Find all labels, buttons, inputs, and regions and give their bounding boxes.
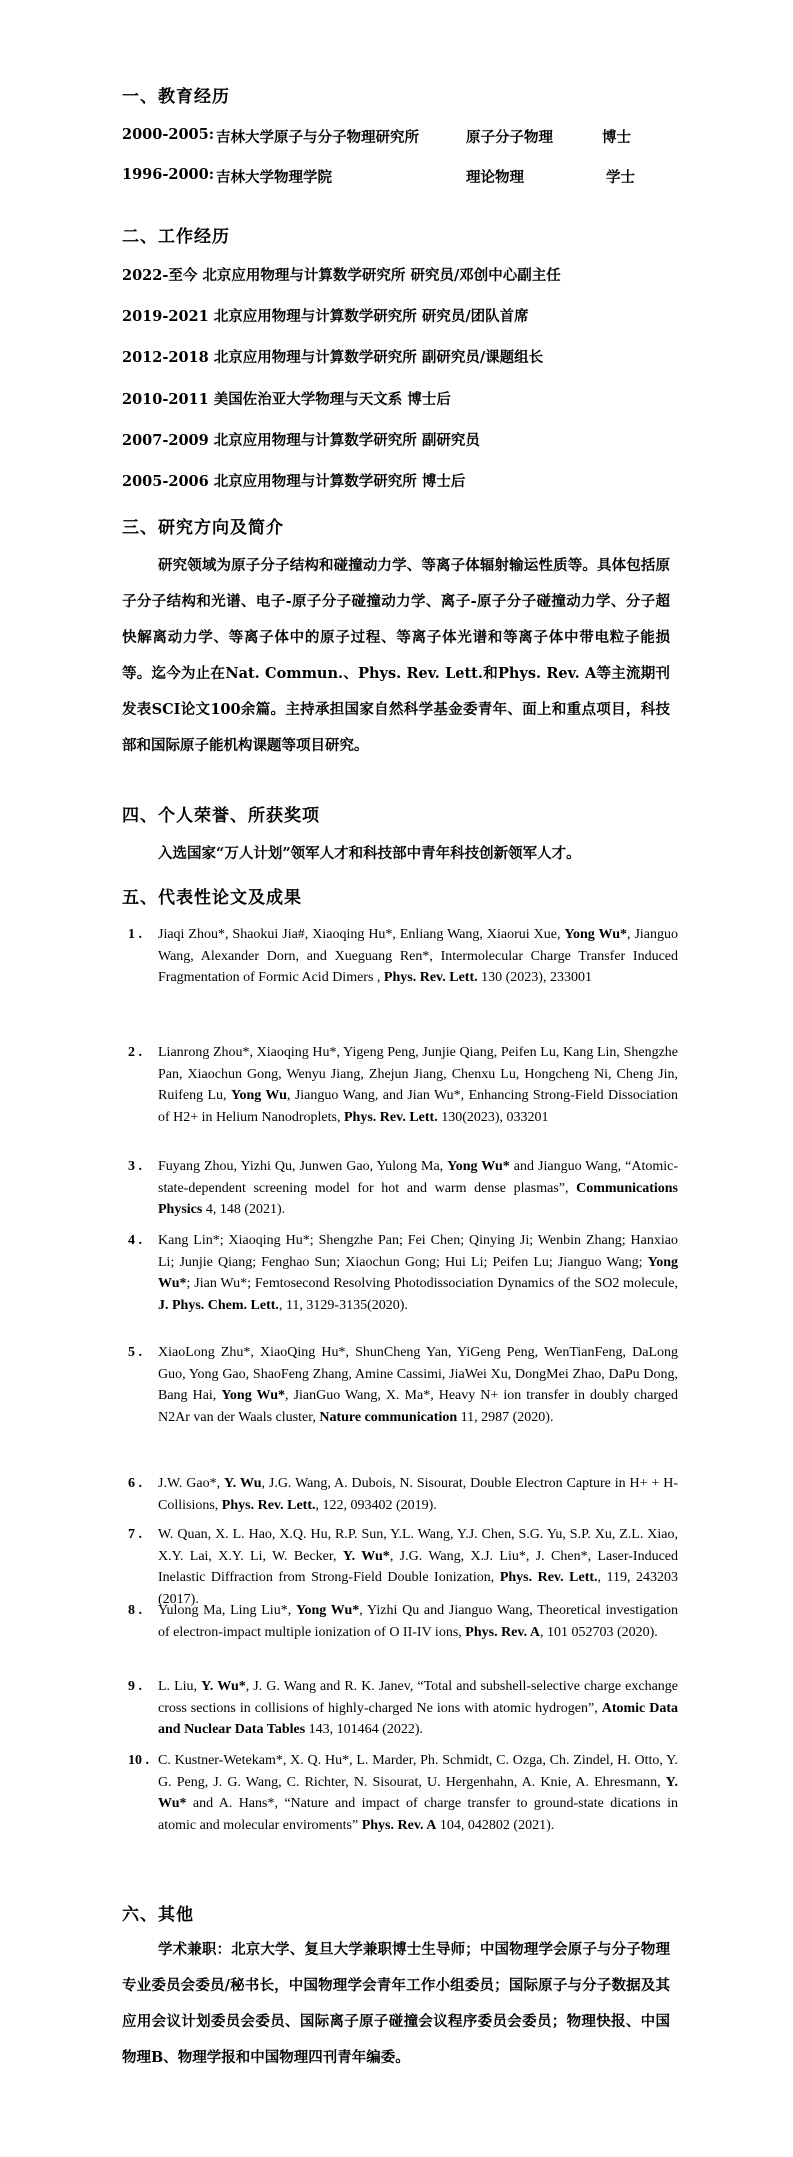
section-education-title: 一、教育经历 xyxy=(122,87,230,107)
section-papers-title: 五、代表性论文及成果 xyxy=(122,888,302,908)
paper-citation: W. Quan, X. L. Hao, X.Q. Hu, R.P. Sun, Y.L. Wang, Y.J. Chen, S.G. Yu, S.P. Xu, Z.L. Xiao, X.Y. Lai, X.Y. Li, W. Becker, Y. Wu*, J.G. Wang, X.J. Liu*, J. Chen*, Laser-Induced Inelastic Diffraction from Strong-Field Double Ionization, Phys. Rev. Lett., 119, 243203 (2017). xyxy=(158,1527,679,1607)
paper-item xyxy=(128,1676,678,1741)
paper-number: 6 . xyxy=(128,1476,142,1491)
work-item: 2022-至今 北京应用物理与计算数学研究所 研究员/邓创中心副主任 xyxy=(122,267,561,284)
paper-number: 2 . xyxy=(128,1045,142,1060)
paper-citation: C. Kustner-Wetekam*, X. Q. Hu*, L. Marder, Ph. Schmidt, C. Ozga, Ch. Zindel, H. Otto, Y. G. Peng, J. G. Wang, C. Richter, N. Sisourat, U. Hergenhahn, A. Knie, A. Ehresmann, Y. Wu* and A. Hans*, “Nature and impact of charge transfer to ground-state dications in atomic and molecular enviroments” Phys. Rev. A 104, 042802 (2021). xyxy=(158,1753,678,1833)
section-honors-title: 四、个人荣誉、所获奖项 xyxy=(122,806,320,826)
education-years: 2000-2005: xyxy=(122,126,215,143)
education-school: 吉林大学物理学院 xyxy=(216,169,332,186)
work-item: 2007-2009 北京应用物理与计算数学研究所 副研究员 xyxy=(122,432,480,449)
paper-citation: J.W. Gao*, Y. Wu, J.G. Wang, A. Dubois, N. Sisourat, Double Electron Capture in H+ + H- Collisions, Phys. Rev. Lett., 122, 093402 (2019). xyxy=(158,1476,678,1513)
paper-number: 7 . xyxy=(128,1527,142,1542)
paper-item xyxy=(128,1230,678,1316)
paper-item xyxy=(128,1042,678,1128)
section-research-title: 三、研究方向及简介 xyxy=(122,518,284,538)
paper-citation: Jiaqi Zhou*, Shaokui Jia#, Xiaoqing Hu*, Enliang Wang, Xiaorui Xue, Yong Wu*, Jianguo Wang, Alexander Dorn, and Xueguang Ren*, Intermolecular Charge Transfer Induced Fragmentation of Formic Acid Dimers , Phys. Rev. Lett. 130 (2023), 233001 xyxy=(158,927,679,985)
paper-number: 4 . xyxy=(128,1233,142,1248)
research-paragraph: 研究领域为原子分子结构和碰撞动力学、等离子体辐射输运性质等。具体包括原子分子结构和光谱、电子-原子分子碰撞动力学、离子-原子分子碰撞动力学、分子超快解离动力学、等离子体中的原子过程、等离子体光谱和等离子体中带电粒子能损等。迄今为止在Nat. Commun.、Phys. Rev. Lett.和Phys. Rev. A等主流期刊发表SCI论文100余篇。主持承担国家自然科学基金委青年、面上和重点项目，科技部和国际原子能机构课题等项目研究。 xyxy=(122,557,670,754)
paper-number: 9 . xyxy=(128,1679,142,1694)
paper-item xyxy=(128,1473,678,1516)
paper-item xyxy=(128,1156,678,1221)
work-item: 2012-2018 北京应用物理与计算数学研究所 副研究员/课题组长 xyxy=(122,349,544,366)
paper-number: 5 . xyxy=(128,1345,142,1360)
other-paragraph: 学术兼职：北京大学、复旦大学兼职博士生导师；中国物理学会原子与分子物理专业委员会委员/秘书长，中国物理学会青年工作小组委员；国际原子与分子数据及其应用会议计划委员会委员、国际离子原子碰撞会议程序委员会委员；物理快报、中国物理B、物理学报和中国物理四刊青年编委。 xyxy=(122,1941,670,2066)
paper-item xyxy=(128,924,678,989)
paper-citation: Yulong Ma, Ling Liu*, Yong Wu*, Yizhi Qu and Jianguo Wang, Theoretical investigation of electron-impact multiple ionization of O II-IV ions, Phys. Rev. A, 101 052703 (2020). xyxy=(158,1603,678,1640)
section-other-title: 六、其他 xyxy=(122,1905,194,1925)
paper-number: 1 . xyxy=(128,927,142,942)
paper-number: 3 . xyxy=(128,1159,142,1174)
paper-item xyxy=(128,1600,678,1643)
paper-number: 8 . xyxy=(128,1603,142,1618)
education-major: 理论物理 xyxy=(466,169,524,186)
education-years: 1996-2000: xyxy=(122,166,215,183)
education-degree: 学士 xyxy=(606,169,635,186)
work-item: 2019-2021 北京应用物理与计算数学研究所 研究员/团队首席 xyxy=(122,308,529,325)
paper-item xyxy=(128,1342,678,1428)
education-degree: 博士 xyxy=(602,129,631,146)
education-major: 原子分子物理 xyxy=(466,129,553,146)
paper-citation: L. Liu, Y. Wu*, J. G. Wang and R. K. Janev, “Total and subshell-selective charge exchange cross sections in collisions of highly-charged Ne ions with atomic hydrogen”, Atomic Data and Nuclear Data Tables 143, 101464 (2022). xyxy=(158,1679,679,1737)
paper-citation: Fuyang Zhou, Yizhi Qu, Junwen Gao, Yulong Ma, Yong Wu* and Jianguo Wang, “Atomic-state-dependent screening model for hot and warm dense plasmas”, Communications Physics 4, 148 (2021). xyxy=(158,1159,678,1217)
paper-item xyxy=(128,1524,678,1610)
work-item: 2010-2011 美国佐治亚大学物理与天文系 博士后 xyxy=(122,391,451,408)
paper-item xyxy=(128,1750,678,1836)
section-work-title: 二、工作经历 xyxy=(122,227,230,247)
honors-text: 入选国家“万人计划”领军人才和科技部中青年科技创新领军人才。 xyxy=(158,845,581,862)
paper-citation: Kang Lin*; Xiaoqing Hu*; Shengzhe Pan; Fei Chen; Qinying Ji; Wenbin Zhang; Hanxiao Li; Junjie Qiang; Fenghao Sun; Xiaochun Gong; Hui Li; Peifen Lu; Jianguo Wang; Yong Wu*; Jian Wu*; Femtosecond Resolving Photodissociation Dynamics of the SO2 molecule, J. Phys. Chem. Lett., 11, 3129-3135(2020). xyxy=(158,1233,678,1313)
paper-citation: Lianrong Zhou*, Xiaoqing Hu*, Yigeng Peng, Junjie Qiang, Peifen Lu, Kang Lin, Shengzhe Pan, Xiaochun Gong, Wenyu Jiang, Zhejun Jiang, Chenxu Lu, Hongcheng Ni, Cheng Jin, Ruifeng Lu, Yong Wu, Jianguo Wang, and Jian Wu*, Enhancing Strong-Field Dissociation of H2+ in Helium Nanodroplets, Phys. Rev. Lett. 130(2023), 033201 xyxy=(158,1045,678,1125)
paper-citation: XiaoLong Zhu*, XiaoQing Hu*, ShunCheng Yan, YiGeng Peng, WenTianFeng, DaLong Guo, Yong Gao, ShaoFeng Zhang, Amine Cassimi, JiaWei Xu, DongMei Zhao, DaPu Dong, Bang Hai, Yong Wu*, JianGuo Wang, X. Ma*, Heavy N+ ion transfer in doubly charged N2Ar van der Waals cluster, Nature communication 11, 2987 (2020). xyxy=(158,1345,679,1425)
work-item: 2005-2006 北京应用物理与计算数学研究所 博士后 xyxy=(122,473,466,490)
paper-number: 10 . xyxy=(128,1753,149,1768)
education-school: 吉林大学原子与分子物理研究所 xyxy=(216,129,419,146)
